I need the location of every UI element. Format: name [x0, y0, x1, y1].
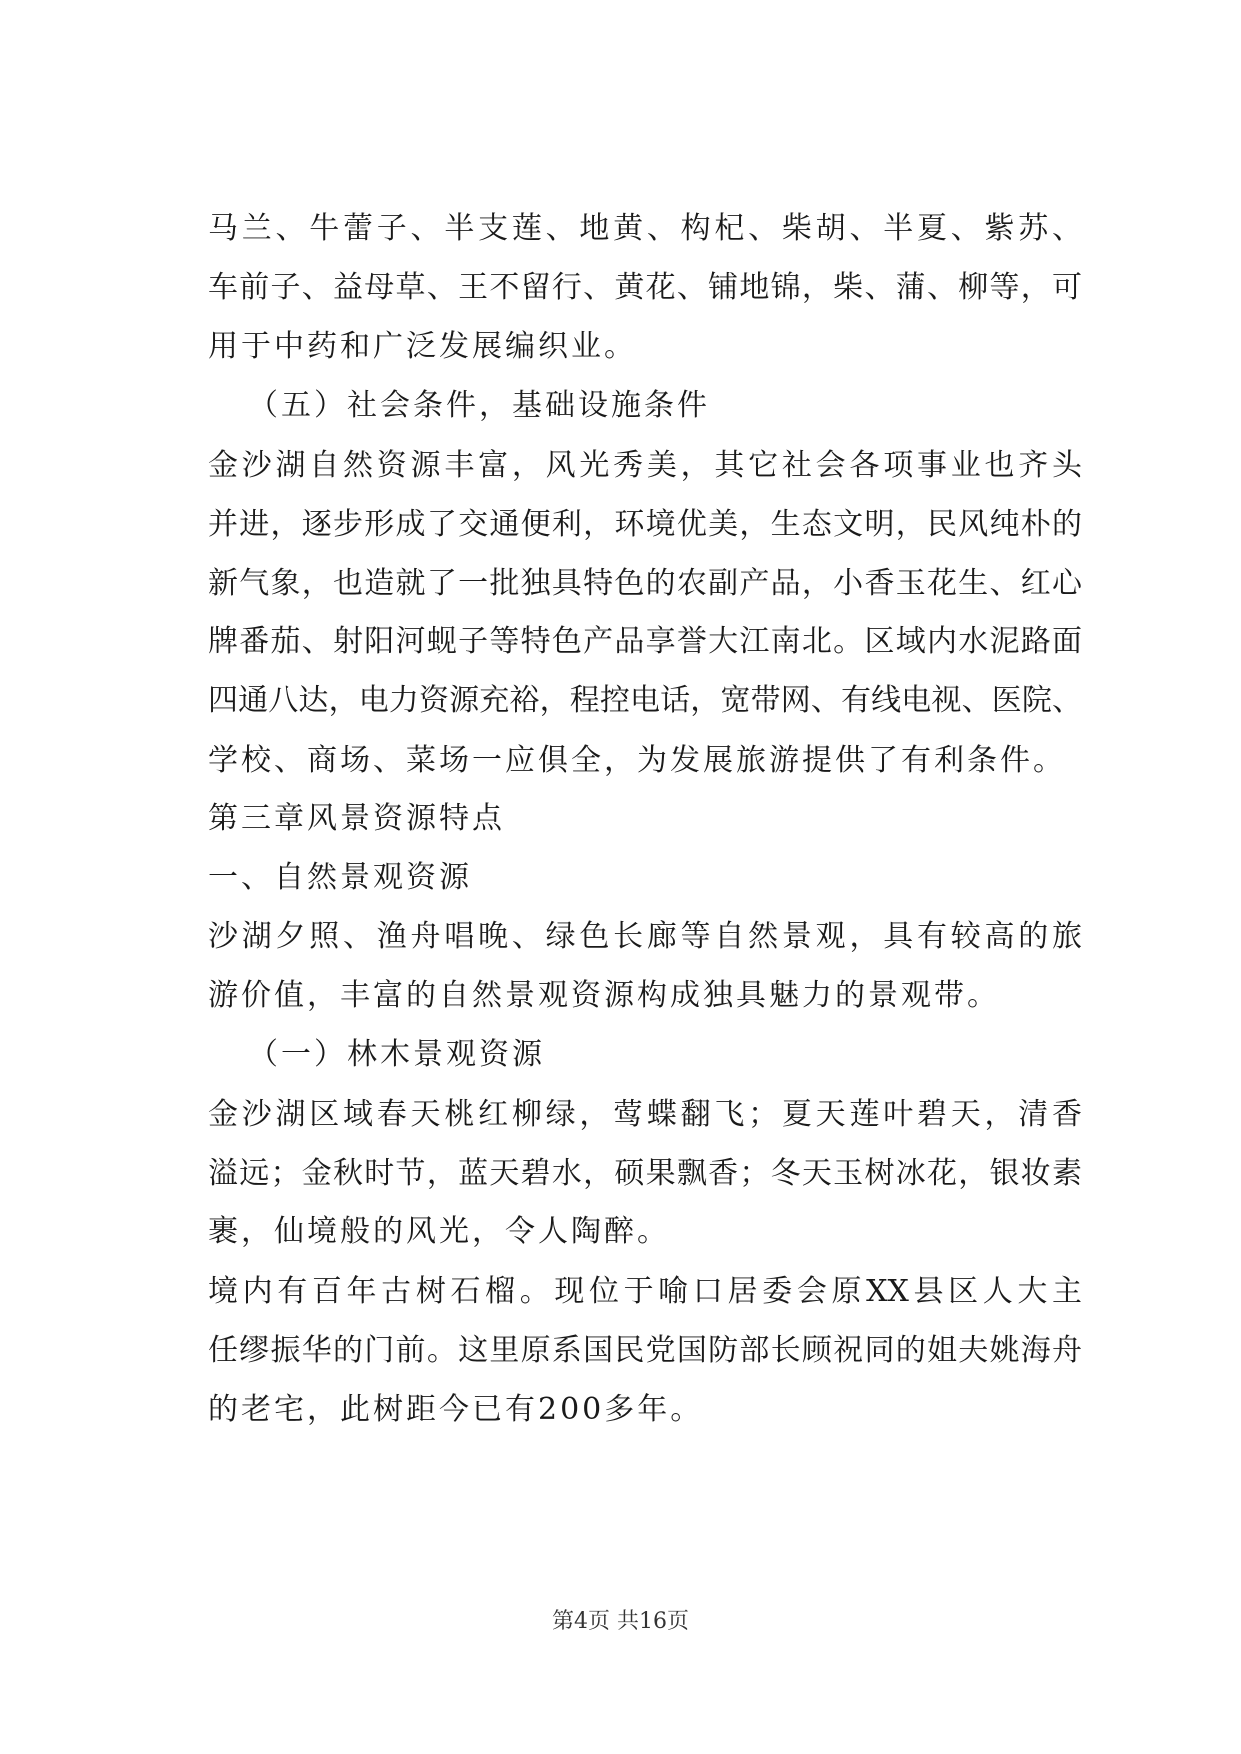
paragraph-line: 金沙湖自然资源丰富，风光秀美，其它社会各项事业也齐头 [208, 448, 1082, 483]
section-heading: 一、自然景观资源 [208, 860, 472, 895]
page-number-footer: 第4页 共16页 [552, 1609, 689, 1634]
paragraph-line: 金沙湖区域春天桃红柳绿，莺蝶翻飞；夏天莲叶碧天，清香 [208, 1097, 1082, 1132]
paragraph-line: 车前子、益母草、王不留行、黄花、铺地锦，柴、蒲、柳等，可 [208, 270, 1082, 305]
paragraph-line: 并进，逐步形成了交通便利，环境优美，生态文明，民风纯朴的 [208, 507, 1082, 542]
paragraph-line: 新气象，也造就了一批独具特色的农副产品，小香玉花生、红心 [208, 566, 1082, 601]
paragraph-line: 的老宅，此树距今已有200多年。 [208, 1392, 704, 1427]
paragraph-line: 学校、商场、菜场一应俱全，为发展旅游提供了有利条件。 [208, 743, 1066, 778]
paragraph-line: 游价值，丰富的自然景观资源构成独具魅力的景观带。 [208, 978, 1000, 1013]
paragraph-line: 任缪振华的门前。这里原系国民党国防部长顾祝同的姐夫姚海舟 [208, 1333, 1082, 1368]
paragraph-line: 裹，仙境般的风光，令人陶醉。 [208, 1214, 670, 1249]
paragraph-line: 牌番茄、射阳河蚬子等特色产品享誉大江南北。区域内水泥路面 [208, 624, 1082, 659]
chapter-heading: 第三章风景资源特点 [208, 801, 505, 836]
paragraph-line: 马兰、牛蕾子、半支莲、地黄、构杞、柴胡、半夏、紫苏、 [208, 211, 1082, 246]
paragraph-line: 境内有百年古树石榴。现位于喻口居委会原XX县区人大主 [208, 1274, 1082, 1309]
paragraph-line: 沙湖夕照、渔舟唱晚、绿色长廊等自然景观，具有较高的旅 [208, 919, 1082, 954]
paragraph-line: 溢远；金秋时节，蓝天碧水，硕果飘香；冬天玉树冰花，银妆素 [208, 1156, 1082, 1191]
subsection-heading: （一）林木景观资源 [248, 1037, 545, 1072]
paragraph-line: 四通八达，电力资源充裕，程控电话，宽带网、有线电视、医院、 [208, 683, 1082, 718]
paragraph-line: 用于中药和广泛发展编织业。 [208, 329, 637, 364]
section-heading: （五）社会条件，基础设施条件 [248, 388, 710, 423]
